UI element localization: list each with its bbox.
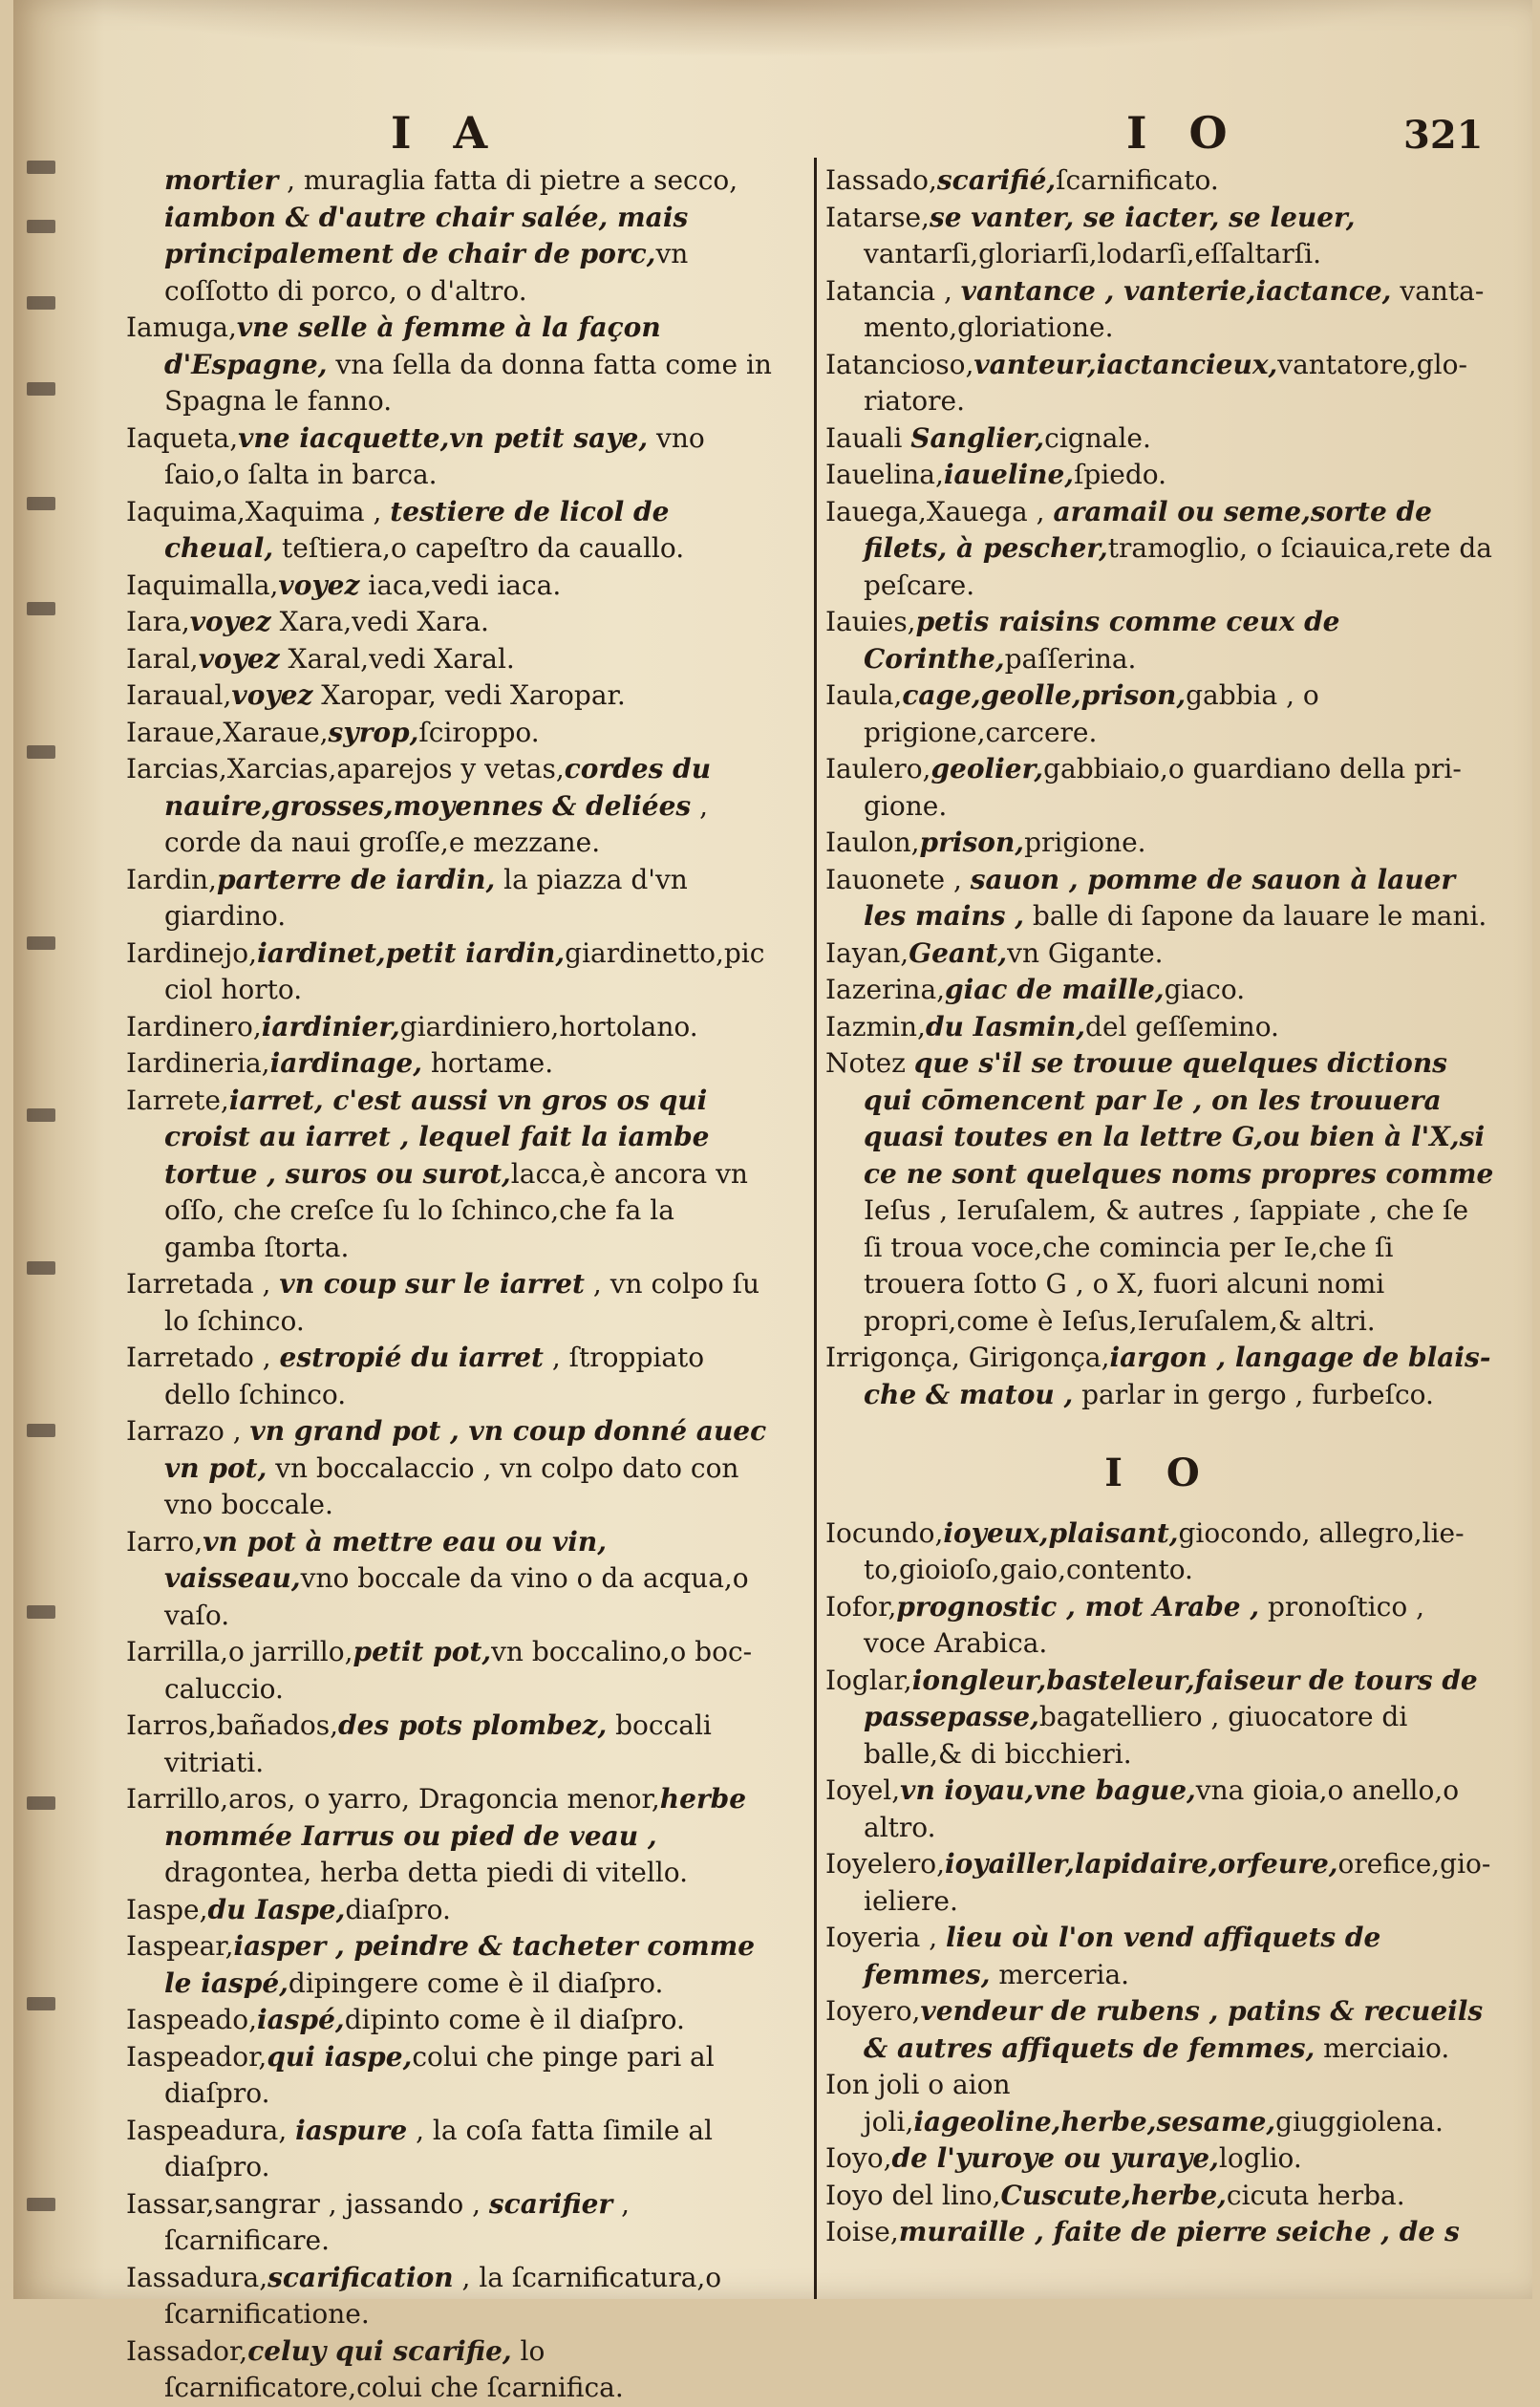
headword: Iazerina, xyxy=(825,974,946,1005)
french-gloss: scarifié, xyxy=(936,164,1057,196)
dictionary-entry xyxy=(126,1266,774,1340)
headword: Iocundo, xyxy=(825,1516,944,1549)
italian-gloss: tramoglio, o ſciauica,rete da peſcare. xyxy=(864,532,1492,601)
dictionary-entry xyxy=(825,273,1494,347)
french-gloss: voyez xyxy=(198,642,280,675)
headword: Iaspeadura, xyxy=(126,2114,296,2146)
headword: Iarrillo,aros, o yarro, Dragoncia menor, xyxy=(126,1783,660,1815)
french-gloss: iardinet,petit iardin, xyxy=(257,936,566,969)
dictionary-entry xyxy=(825,494,1494,605)
dictionary-entry xyxy=(126,1045,774,1083)
italian-gloss: del geſſemino. xyxy=(1085,1010,1279,1042)
french-gloss: syrop, xyxy=(328,716,419,748)
headword: Ioglar, xyxy=(825,1664,912,1696)
italian-gloss: dipinto come è il diaſpro. xyxy=(344,2004,685,2035)
italian-gloss: vno ſaio,o ſalta in barca. xyxy=(164,421,705,490)
dictionary-entry xyxy=(825,420,1494,458)
french-gloss: vn grand pot , vn coup donné auec vn pot, xyxy=(164,1415,767,1484)
italian-gloss: pronoſtico , voce Arabica. xyxy=(864,1590,1424,1659)
headword: Iarrilla,o jarrillo, xyxy=(126,1636,353,1667)
french-gloss: geolier, xyxy=(930,753,1044,784)
dictionary-entry xyxy=(126,310,774,420)
headword: Iaspeado, xyxy=(126,2004,257,2035)
italian-gloss: ſpiedo. xyxy=(1074,459,1167,490)
french-gloss: ioyeux,plaisant, xyxy=(943,1516,1179,1549)
french-gloss: cordes du nauire,grosses,moyennes & deliées xyxy=(164,753,712,822)
italian-gloss: dipingere come è il diaſpro. xyxy=(288,1966,664,1999)
french-gloss: du Iaspe, xyxy=(207,1893,346,1925)
headword: Iaqueta, xyxy=(126,421,239,454)
italian-gloss: teſtiera,o capeſtro da cauallo. xyxy=(273,532,685,564)
french-gloss: iardinage, xyxy=(269,1047,422,1079)
dictionary-entry xyxy=(126,1781,774,1892)
italian-gloss: paſſerina. xyxy=(1004,642,1137,675)
french-gloss: aramail ou seme,sorte de filets, à pescher, xyxy=(864,495,1432,564)
french-gloss: iageoline,herbe,sesame, xyxy=(913,2105,1276,2138)
dictionary-entry xyxy=(126,1413,774,1524)
headword: Ioyeria , xyxy=(825,1922,947,1953)
headword: Iauonete , xyxy=(825,863,971,895)
italian-gloss: prigione. xyxy=(1024,827,1146,858)
french-gloss: petis raisins comme ceux de Corinthe, xyxy=(864,606,1340,675)
french-gloss: du Iasmin, xyxy=(925,1010,1086,1042)
dictionary-entry xyxy=(126,1524,774,1635)
headword: Iazmin, xyxy=(825,1010,926,1042)
dictionary-entry xyxy=(825,200,1494,273)
dictionary-entry xyxy=(126,1634,774,1708)
headword: Iarros,bañados, xyxy=(126,1709,339,1741)
dictionary-entry xyxy=(825,677,1494,751)
page-stain xyxy=(71,0,1408,57)
french-gloss: vne iacquette,vn petit saye, xyxy=(238,421,649,454)
section-heading: I O xyxy=(1104,1451,1215,1495)
headword: Iardinejo, xyxy=(126,936,258,969)
italian-gloss: giardiniero,hortolano. xyxy=(399,1010,698,1042)
headword: Iauies, xyxy=(825,606,916,637)
italian-gloss: iaca,vedi iaca. xyxy=(359,569,562,601)
italian-gloss: colui che pinge pari al diaſpro. xyxy=(164,2040,715,2109)
headword: Ioyo, xyxy=(825,2142,892,2174)
italian-gloss: lo ſcarnificatore,colui che ſcarnifica. xyxy=(164,2334,624,2403)
dictionary-entry xyxy=(126,2333,774,2407)
headword: Iaspe, xyxy=(126,1893,208,1925)
dictionary-entry xyxy=(825,751,1494,825)
dictionary-entry xyxy=(825,1920,1494,1993)
dictionary-entry xyxy=(825,1993,1494,2067)
headword: Iassar,sangrar , jassando , xyxy=(126,2187,489,2220)
italian-gloss: cignale. xyxy=(1044,421,1151,454)
french-gloss: iasper , peindre & tacheter comme le iaspé, xyxy=(164,1930,756,1999)
italian-gloss: bagatelliero , giuocatore di balle,& di bicchieri. xyxy=(864,1701,1408,1770)
headword: Iatancioso, xyxy=(825,348,974,380)
french-gloss: vanteur,iactancieux, xyxy=(973,348,1278,380)
french-gloss: scarifier xyxy=(488,2187,613,2220)
dictionary-entry xyxy=(825,1773,1494,1846)
headword: Iatancia , xyxy=(825,274,961,307)
italian-gloss: boccali vitriati. xyxy=(164,1709,712,1778)
italian-gloss: , muraglia fatta di pietre a secco, xyxy=(278,164,738,196)
french-gloss: muraille , faite de pierre seiche , de s xyxy=(898,2216,1460,2247)
dictionary-entry xyxy=(126,2113,774,2186)
dictionary-entry xyxy=(126,862,774,935)
headword: Ioise, xyxy=(825,2216,899,2247)
running-head-right: I O xyxy=(1126,107,1241,159)
headword: Ioyel, xyxy=(825,1774,901,1806)
italian-gloss: vantatore,gloriatore. xyxy=(864,348,1467,417)
french-gloss: Sanglier, xyxy=(910,421,1045,454)
italian-gloss: Xara,vedi Xara. xyxy=(270,606,489,637)
french-gloss: voyez xyxy=(231,679,313,711)
italian-gloss: merciaio. xyxy=(1315,2031,1450,2064)
headword: Ioyo del lino, xyxy=(825,2179,1001,2211)
headword: Irrigonça, Girigonça, xyxy=(825,1342,1110,1373)
dictionary-entry xyxy=(825,457,1494,494)
italian-gloss: merceria. xyxy=(990,1958,1130,1990)
dictionary-entry xyxy=(126,677,774,715)
italian-gloss: Xaral,vedi Xaral. xyxy=(279,642,515,675)
french-gloss: iardinier, xyxy=(261,1010,400,1042)
french-gloss: iongleur,basteleur,faiseur de tours de passepasse, xyxy=(864,1664,1478,1732)
italian-gloss: vn Gigante. xyxy=(1007,936,1164,969)
italian-gloss: cicuta herba. xyxy=(1226,2179,1405,2211)
headword: Iassadura, xyxy=(126,2261,268,2293)
french-gloss: prognostic , mot Arabe , xyxy=(896,1590,1260,1623)
french-gloss: herbe nommée Iarrus ou pied de veau , xyxy=(164,1783,747,1852)
left-column xyxy=(126,162,774,2407)
french-gloss: iarret, c'est aussi vn gros os qui croist au iarret , lequel fait la iambe tortue , suros ou surot, xyxy=(164,1084,710,1190)
italian-gloss: dragontea, herba detta piedi di vitello. xyxy=(164,1857,689,1888)
dictionary-entry xyxy=(825,935,1494,973)
french-gloss: petit pot, xyxy=(353,1636,492,1667)
headword: Iaula, xyxy=(825,679,903,711)
dictionary-entry xyxy=(825,1515,1494,1589)
dictionary-entry xyxy=(825,862,1494,935)
dictionary-entry xyxy=(825,1009,1494,1046)
dictionary-entry xyxy=(825,2214,1494,2251)
french-gloss: lieu où l'on vend affiquets de femmes, xyxy=(864,1922,1381,1990)
headword: Iauega,Xauega , xyxy=(825,495,1054,527)
french-gloss: voyez xyxy=(189,606,271,637)
italian-gloss: loglio. xyxy=(1218,2142,1302,2174)
italian-gloss: ſcarnificato. xyxy=(1056,164,1219,196)
french-gloss: qui iaspe, xyxy=(267,2040,413,2073)
headword: Iaquima,Xaquima , xyxy=(126,495,391,527)
headword: Iara, xyxy=(126,606,190,637)
french-gloss: vn coup sur le iarret xyxy=(279,1268,585,1300)
french-gloss: vn pot à mettre eau ou vin, vaisseau, xyxy=(164,1525,607,1594)
french-gloss: iaueline, xyxy=(943,459,1075,490)
french-gloss: que s'il se trouue quelques dictions qui cōmencent par Ie , on les trouuera quasi toutes en la lettre G,ou bien à l'X,si ce ne sont quelques noms propres comme xyxy=(864,1047,1494,1190)
headword: Iaspeador, xyxy=(126,2040,267,2073)
italian-gloss: Xaropar, vedi Xaropar. xyxy=(312,679,626,711)
headword: Iaquimalla, xyxy=(126,569,279,601)
french-gloss: celuy qui scarifie, xyxy=(247,2334,512,2367)
headword: Iatarse, xyxy=(825,201,930,233)
french-gloss: de l'yuroye ou yuraye, xyxy=(891,2142,1219,2174)
running-head-left: I A xyxy=(391,107,502,159)
dictionary-entry xyxy=(126,1340,774,1413)
french-gloss: giac de maille, xyxy=(945,974,1165,1005)
page-number: 321 xyxy=(1403,113,1484,158)
french-gloss: Cuscute,herbe, xyxy=(1000,2179,1227,2211)
headword: Iaulero, xyxy=(825,753,931,784)
dictionary-entry xyxy=(825,604,1494,677)
dictionary-entry xyxy=(825,162,1494,200)
headword: Iayan, xyxy=(825,936,909,969)
dictionary-entry xyxy=(126,1009,774,1046)
dictionary-entry xyxy=(126,1083,774,1267)
french-gloss: ioyailler,lapidaire,orfeure, xyxy=(944,1848,1338,1880)
italian-gloss: , vn colpo ſu lo ſchinco. xyxy=(164,1268,760,1337)
headword: Iarretado , xyxy=(126,1342,280,1373)
dictionary-entry xyxy=(126,715,774,752)
italian-gloss: , la coſa fatta ſimile al diaſpro. xyxy=(164,2114,714,2182)
headword: Iauali xyxy=(825,421,911,454)
dictionary-entry xyxy=(126,568,774,605)
dictionary-entry xyxy=(825,1846,1494,1920)
headword: Ioyelero, xyxy=(825,1848,945,1880)
italian-gloss: , corde da naui groſſe,e mezzane. xyxy=(164,789,708,858)
headword: Iauelina, xyxy=(825,459,944,490)
italian-gloss: orefice,gioieliere. xyxy=(864,1848,1491,1917)
dictionary-entry xyxy=(825,2067,1494,2140)
italian-gloss: parlar in gergo , furbeſco. xyxy=(1073,1378,1434,1410)
french-gloss: vn ioyau,vne bague, xyxy=(900,1774,1196,1806)
french-gloss: scarification xyxy=(267,2261,454,2293)
french-gloss: iaspure xyxy=(295,2114,408,2146)
right-column xyxy=(825,162,1494,2251)
headword: Iarro, xyxy=(126,1525,203,1558)
headword: Iarrazo , xyxy=(126,1415,250,1447)
headword: Iaulon, xyxy=(825,827,920,858)
headword: Iaraue,Xaraue, xyxy=(126,716,329,748)
italian-gloss: giocondo, allegro,lieto,gioioſo,gaio,contento. xyxy=(864,1516,1465,1585)
headword: Iarcias,Xarcias,aparejos y vetas, xyxy=(126,753,565,784)
headword: Iardin, xyxy=(126,863,217,895)
dictionary-entry xyxy=(126,2002,774,2039)
french-gloss: parterre de iardin, xyxy=(216,863,496,895)
italian-gloss: vn coſſotto di porco, o d'altro. xyxy=(164,238,689,307)
italian-gloss: , ſcarnificare. xyxy=(164,2187,630,2256)
italian-gloss: diaſpro. xyxy=(345,1893,451,1925)
dictionary-entry xyxy=(126,420,774,494)
italian-gloss: la piazza d'vn giardino. xyxy=(164,863,688,932)
page xyxy=(13,0,1532,2403)
italian-gloss: ſciroppo. xyxy=(418,716,540,748)
headword: Iarrete, xyxy=(126,1084,229,1116)
french-gloss: prison, xyxy=(919,827,1025,858)
headword: Iassado, xyxy=(825,164,937,196)
headword: Iaral, xyxy=(126,642,199,675)
dictionary-entry xyxy=(126,751,774,862)
italian-gloss: vno boccale da vino o da acqua,o vaſo. xyxy=(164,1562,749,1631)
dictionary-entry xyxy=(825,1045,1494,1340)
french-gloss: Geant, xyxy=(909,936,1008,969)
french-gloss: se vanter, se iacter, se leuer, xyxy=(929,201,1356,233)
italian-gloss: vna gioia,o anello,o altro. xyxy=(864,1774,1460,1843)
french-gloss: vendeur de rubens , patins & recueils & autres affiquets de femmes, xyxy=(864,1995,1484,2064)
dictionary-entry xyxy=(825,1340,1494,1413)
dictionary-entry xyxy=(825,1663,1494,1773)
dictionary-entry xyxy=(126,2260,774,2333)
dictionary-entry xyxy=(126,1892,774,1929)
french-gloss: voyez xyxy=(278,569,360,601)
headword: Iardineria, xyxy=(126,1047,270,1079)
headword: Iarretada , xyxy=(126,1268,280,1300)
french-gloss: vne selle à femme à la façon d'Espagne, xyxy=(164,312,661,380)
headword: Iamuga, xyxy=(126,312,237,343)
french-gloss: iaspé, xyxy=(257,2004,345,2035)
headword: Ioyero, xyxy=(825,1995,921,2027)
italian-gloss: , ſtroppiato dello ſchinco. xyxy=(164,1342,705,1410)
italian-gloss: vantarſi,gloriarſi,lodarſi,eſſaltarſi. xyxy=(864,238,1321,269)
headword: Ion joli o aion joli, xyxy=(825,2069,1011,2138)
dictionary-entry xyxy=(126,935,774,1009)
dictionary-entry xyxy=(126,1708,774,1781)
italian-gloss: vna ſella da donna fatta come in Spagna le fanno. xyxy=(164,348,772,417)
dictionary-entry xyxy=(126,641,774,678)
dictionary-entry xyxy=(126,2039,774,2113)
italian-gloss: giuggiolena. xyxy=(1275,2105,1444,2138)
italian-gloss: lacca,è ancora vn oſſo, che creſce ſu lo ſchinco,che fa la gamba ſtorta. xyxy=(164,1157,748,1263)
dictionary-entry xyxy=(126,1928,774,2002)
headword: Iaspear, xyxy=(126,1930,234,1962)
italian-gloss: gabbiaio,o guardiano della prigione. xyxy=(864,753,1462,822)
french-gloss: iargon , langage de blaische & matou , xyxy=(864,1342,1491,1410)
dictionary-entry xyxy=(126,604,774,641)
column-rule xyxy=(814,158,817,2299)
dictionary-entry xyxy=(825,347,1494,420)
dictionary-entry xyxy=(126,162,774,310)
headword: Iofor, xyxy=(825,1590,897,1623)
dictionary-entry xyxy=(126,2186,774,2260)
headword: Iaraual, xyxy=(126,679,232,711)
italian-gloss: balle di ſapone da lauare le mani. xyxy=(1024,900,1487,932)
dictionary-entry xyxy=(126,494,774,568)
dictionary-entry xyxy=(825,825,1494,862)
italian-gloss: gabbia , o prigione,carcere. xyxy=(864,679,1319,748)
headword: Iassador, xyxy=(126,2334,248,2367)
left-margin-bleed xyxy=(27,153,65,2293)
italian-gloss: Ieſus , Ieruſalem, & autres , ſappiate , che ſe ſi troua voce,che comincia per Ie,che ſi trouera ſotto G , o X, fuori alcuni nomi propri,come è Ieſus,Ieruſalem,& altri. xyxy=(864,1194,1469,1337)
italian-gloss: , la ſcarnificatura,o ſcarnificatione. xyxy=(164,2261,722,2330)
french-gloss: iambon & d'autre chair salée, mais principalement de chair de porc, xyxy=(164,201,689,269)
french-gloss: des pots plombez, xyxy=(338,1709,608,1741)
italian-gloss: giardinetto,pic ciol horto. xyxy=(164,936,765,1005)
french-gloss: testiere de licol de cheual, xyxy=(164,495,670,564)
french-gloss: mortier xyxy=(164,164,279,196)
dictionary-entry xyxy=(825,2140,1494,2178)
french-gloss: cage,geolle,prison, xyxy=(902,679,1187,711)
italian-gloss: giaco. xyxy=(1164,974,1246,1005)
italian-gloss: vantamento,gloriatione. xyxy=(864,274,1485,343)
headword: Iardinero, xyxy=(126,1010,262,1042)
dictionary-entry xyxy=(825,972,1494,1009)
italian-gloss: hortame. xyxy=(421,1047,554,1079)
french-gloss: sauon , pomme de sauon à lauer les mains , xyxy=(864,863,1456,932)
italian-gloss: vn boccalaccio , vn colpo dato con vno boccale. xyxy=(164,1451,739,1520)
french-gloss: estropié du iarret xyxy=(279,1342,544,1373)
french-gloss: vantance , vanterie,iactance, xyxy=(960,274,1392,307)
headword: Notez xyxy=(825,1047,914,1079)
dictionary-entry xyxy=(825,2178,1494,2215)
italian-gloss: vn boccalino,o boccaluccio. xyxy=(164,1636,753,1705)
dictionary-entry xyxy=(825,1589,1494,1663)
